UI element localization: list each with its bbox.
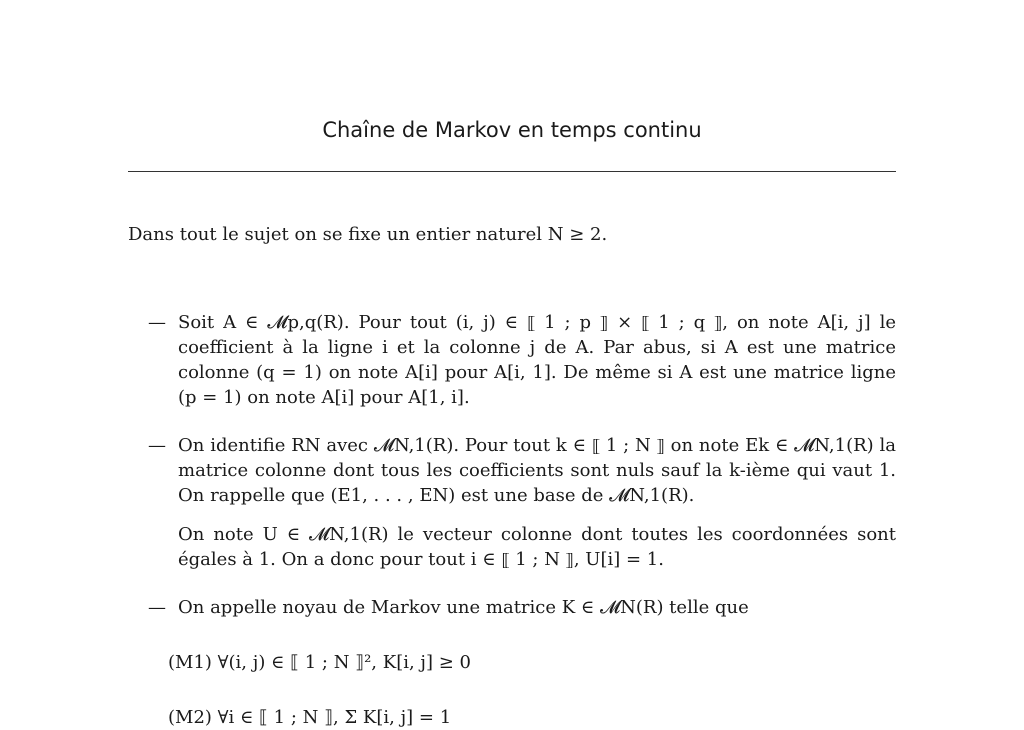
item-text: Soit A ∈ 𝓜p,q(R). Pour tout (i, j) ∈ ⟦ 1 ; p ⟧ × ⟦ 1 ; q ⟧, on note A[i, j] le coefficient à la ligne i et la colonne j de A. Par abus, si A est une matrice colonne (q = 1) on note A[i] pour A[i, 1]. De même si A est une matrice ligne (p = 1) on note A[i] pour A[1, i]. — [178, 312, 896, 408]
list-item — [128, 595, 896, 620]
item-text: On appelle noyau de Markov une matrice K ∈ 𝓜N(R) telle que — [178, 597, 749, 618]
list-item — [128, 310, 896, 410]
item-text-second-paragraph: On note U ∈ 𝓜N,1(R) le vecteur colonne dont toutes les coordonnées sont égales à 1. On a donc pour tout i ∈ ⟦ 1 ; N ⟧, U[i] = 1. — [178, 524, 896, 570]
list-item — [128, 433, 896, 572]
condition-m1: (M1) ∀(i, j) ∈ ⟦ 1 ; N ⟧², K[i, j] ≥ 0 — [168, 652, 471, 673]
title-rule — [128, 171, 896, 172]
document-title: Chaîne de Markov en temps continu — [322, 118, 702, 142]
item-dash: — — [148, 597, 166, 618]
item-dash: — — [148, 312, 166, 333]
definition-list — [128, 310, 896, 643]
item-dash: — — [148, 435, 166, 456]
item-text: On identifie RN avec 𝓜N,1(R). Pour tout k ∈ ⟦ 1 ; N ⟧ on note Ek ∈ 𝓜N,1(R) la matrice colonne dont tous les coefficients sont nuls sauf la k-ième qui vaut 1. On rappelle que (E1, . . . , EN) est une base de 𝓜N,1(R). — [178, 435, 896, 506]
condition-m2: (M2) ∀i ∈ ⟦ 1 ; N ⟧, Σ K[i, j] = 1 — [168, 707, 452, 728]
intro-paragraph: Dans tout le sujet on se fixe un entier naturel N ≥ 2. — [128, 224, 608, 245]
